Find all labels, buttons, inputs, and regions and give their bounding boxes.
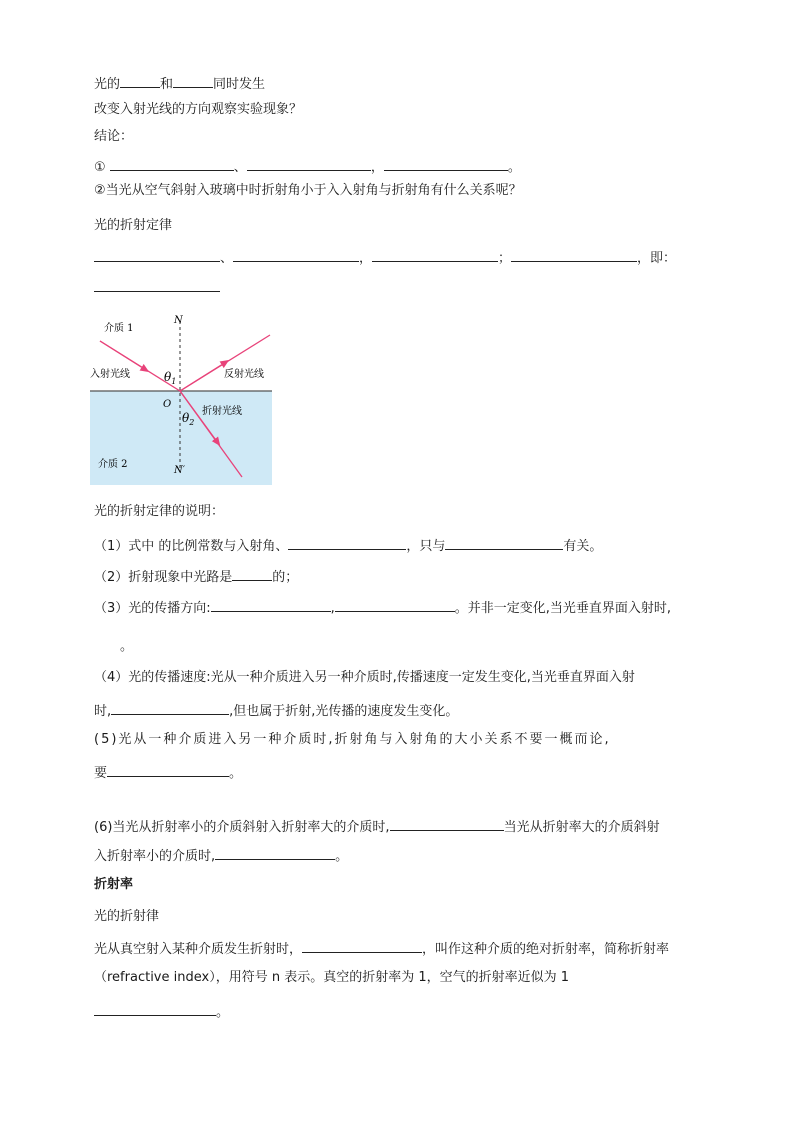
reflected-label: 反射光线 xyxy=(224,369,264,380)
text: 。 xyxy=(335,849,349,864)
conclusion-1 xyxy=(94,156,521,177)
blank-1[interactable] xyxy=(120,73,160,88)
note-3 xyxy=(94,597,671,618)
blank-1[interactable] xyxy=(94,247,220,262)
blank-2[interactable] xyxy=(445,535,563,550)
text: （2）折射现象中光路是 xyxy=(94,570,233,585)
text: ，只与 xyxy=(406,539,446,554)
refracted-label: 折射光线 xyxy=(202,406,242,417)
text: (6)当光从折射率小的介质斜射入折射率大的介质时, xyxy=(94,820,390,835)
blank-2[interactable] xyxy=(247,156,371,171)
text: 、 xyxy=(233,160,247,175)
text: , xyxy=(330,601,335,616)
normal-top-label: N xyxy=(174,315,183,326)
origin-label: O xyxy=(163,399,172,410)
theta-2-label: $\theta_2$ xyxy=(182,411,195,427)
text: 。 xyxy=(229,766,243,781)
note-3-end: 。 xyxy=(120,639,134,654)
blank-formula[interactable] xyxy=(94,277,220,292)
blank-4[interactable] xyxy=(511,247,637,262)
text: ,但也属于折射,光传播的速度发生变化。 xyxy=(229,704,459,719)
text: 、 xyxy=(220,251,234,266)
note-1 xyxy=(94,535,602,556)
text: 。 xyxy=(216,1005,230,1020)
blank-2[interactable] xyxy=(173,73,213,88)
text: 入折射率小的介质时, xyxy=(94,849,216,864)
blank-1[interactable] xyxy=(288,535,406,550)
blank-1[interactable] xyxy=(215,845,335,860)
blank-1[interactable] xyxy=(94,1001,216,1016)
text: 要 xyxy=(94,766,108,781)
blank-3[interactable] xyxy=(372,247,498,262)
medium-1-label: 介质 1 xyxy=(104,323,134,334)
fill-line-1 xyxy=(94,73,265,94)
note-6 xyxy=(94,816,660,837)
blank-1[interactable] xyxy=(302,938,422,953)
question-line: 改变入射光线的方向观察实验现象？ xyxy=(94,102,303,117)
final-blank-line xyxy=(94,1001,229,1022)
text: 同时发生 xyxy=(213,77,266,92)
law-notes-heading: 光的折射定律的说明： xyxy=(94,504,225,519)
theta-1-label: $\theta_1$ xyxy=(164,370,177,386)
text: 光从真空射入某种介质发生折射时， xyxy=(94,942,303,957)
note-4: （4）光的传播速度:光从一种介质进入另一种介质时,传播速度一定发生变化,当光垂直界面入射 xyxy=(94,670,635,685)
refraction-diagram xyxy=(90,309,272,485)
blank-3[interactable] xyxy=(384,156,508,171)
refraction-law-heading: 光的折射律 xyxy=(94,909,160,924)
section-heading-refractive-index: 折射率 xyxy=(94,877,134,892)
law-blanks-line xyxy=(94,247,676,268)
index-definition-line: （refractive index），用符号 n 表示。真空的折射率为 1，空气的折射率近似为 1 xyxy=(94,970,570,985)
text: 有关。 xyxy=(563,539,603,554)
note-2 xyxy=(94,566,298,587)
text: （1）式中 的比例常数与入射角、 xyxy=(94,539,289,554)
note-5: (5)光从一种介质进入另一种介质时,折射角与入射角的大小关系不要一概而论, xyxy=(94,732,611,747)
text: 时, xyxy=(94,704,112,719)
conclusion-2: ②当光从空气斜射入玻璃中时折射角小于入入射角与折射角有什么关系呢？ xyxy=(94,183,522,198)
absolute-index-line xyxy=(94,938,669,959)
number: ① xyxy=(94,160,106,175)
text: ； xyxy=(498,251,512,266)
note-6-cont xyxy=(94,845,348,866)
text: ，即： xyxy=(637,251,677,266)
law-heading: 光的折射定律 xyxy=(94,218,173,233)
text: 。 xyxy=(507,160,521,175)
note-4-cont xyxy=(94,700,458,721)
normal-bottom-label: N′ xyxy=(174,465,186,476)
text: （3）光的传播方向: xyxy=(94,601,211,616)
blank-1[interactable] xyxy=(111,700,229,715)
medium-2-label: 介质 2 xyxy=(98,459,128,470)
blank-2[interactable] xyxy=(335,597,455,612)
note-5-cont xyxy=(94,762,242,783)
blank-1[interactable] xyxy=(110,156,234,171)
incident-label: 入射光线 xyxy=(90,369,130,380)
conclusion-label: 结论： xyxy=(94,129,134,144)
blank-1[interactable] xyxy=(107,762,229,777)
text: 。并非一定变化,当光垂直界面入射时, xyxy=(454,601,672,616)
text: 光的 xyxy=(94,77,121,92)
blank-1[interactable] xyxy=(211,597,331,612)
law-formula-line xyxy=(94,277,220,298)
text: 的； xyxy=(272,570,299,585)
text: 当光从折射率大的介质斜射 xyxy=(503,820,660,835)
blank-1[interactable] xyxy=(232,566,272,581)
text: ， xyxy=(370,160,384,175)
blank-2[interactable] xyxy=(233,247,359,262)
text: 和 xyxy=(160,77,174,92)
blank-1[interactable] xyxy=(390,816,504,831)
text: ，叫作这种介质的绝对折射率，简称折射率 xyxy=(422,942,670,957)
text: ， xyxy=(359,251,373,266)
